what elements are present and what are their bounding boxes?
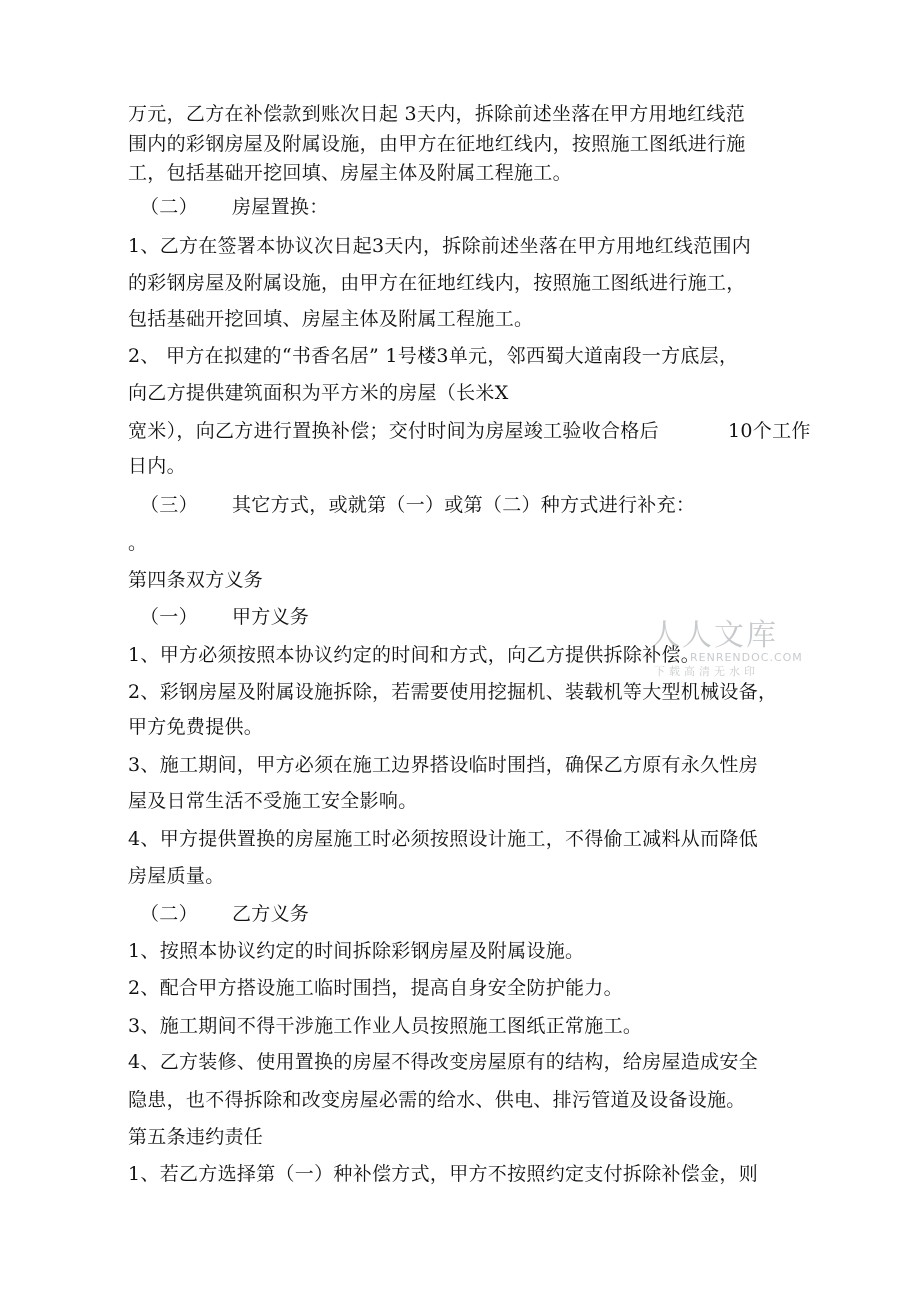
- paragraph-line: 1、按照本协议约定的时间拆除彩钢房屋及附属设施。: [128, 940, 585, 962]
- section-heading: 其它方式，或就第（一）或第（二）种方式进行补充：: [232, 494, 696, 516]
- paragraph-line-tail: 10个工作: [728, 420, 811, 442]
- watermark-subtitle: 下载高清无水印: [654, 665, 759, 678]
- section-heading: 甲方义务: [232, 606, 310, 628]
- paragraph-line: 2、配合甲方搭设施工临时围挡，提高自身安全防护能力。: [128, 977, 623, 999]
- watermark-logo: [648, 618, 803, 688]
- paragraph-line: 3、施工期间不得干涉施工作业人员按照施工图纸正常施工。: [128, 1015, 643, 1037]
- paragraph-line: 包括基础开挖回填、房屋主体及附属工程施工。: [128, 308, 534, 330]
- paragraph-line: 2、 甲方在拟建的“书香名居” 1号楼3单元，邻西蜀大道南段一方底层，: [128, 345, 739, 367]
- section-heading: 房屋置换：: [232, 196, 329, 218]
- section-number: （二）: [140, 196, 198, 218]
- paragraph-line: 1、甲方必须按照本协议约定的时间和方式，向乙方提供拆除补偿。: [128, 644, 701, 666]
- section-number: （三）: [140, 494, 198, 516]
- paragraph-line: 。: [128, 532, 148, 554]
- paragraph-line: 的彩钢房屋及附属设施，由甲方在征地红线内，按照施工图纸进行施工，: [128, 272, 746, 294]
- section-heading: 乙方义务: [232, 903, 310, 925]
- paragraph-line: 房屋质量。: [128, 865, 225, 887]
- paragraph-line: 3、施工期间，甲方必须在施工边界搭设临时围挡，确保乙方原有永久性房: [128, 754, 758, 776]
- watermark-url: RENRENDOC.COM: [690, 651, 803, 664]
- paragraph-line: 工，包括基础开挖回填、房屋主体及附属工程施工。: [128, 162, 572, 184]
- paragraph-line: 万元，乙方在补偿款到账次日起 3天内，拆除前述坐落在甲方用地红线范: [128, 103, 746, 125]
- section-number: （一）: [140, 606, 198, 628]
- paragraph-line: 宽米），向乙方进行置换补偿；交付时间为房屋竣工验收合格后: [128, 420, 659, 442]
- paragraph-line: 1、乙方在签署本协议次日起3天内，拆除前述坐落在甲方用地红线范围内: [128, 235, 752, 257]
- article-heading: 第五条违约责任: [128, 1126, 264, 1148]
- paragraph-line: 甲方免费提供。: [128, 716, 264, 738]
- paragraph-line: 2、彩钢房屋及附属设施拆除，若需要使用挖掘机、装载机等大型机械设备，: [128, 681, 778, 703]
- paragraph-line: 隐患，也不得拆除和改变房屋必需的给水、供电、排污管道及设备设施。: [128, 1089, 746, 1111]
- paragraph-line: 4、乙方装修、使用置换的房屋不得改变房屋原有的结构，给房屋造成安全: [128, 1051, 758, 1073]
- paragraph-line: 屋及日常生活不受施工安全影响。: [128, 790, 418, 812]
- paragraph-line: 1、若乙方选择第（一）种补偿方式，甲方不按照约定支付拆除补偿金，则: [128, 1163, 758, 1185]
- paragraph-line: 向乙方提供建筑面积为平方米的房屋（长米X: [128, 382, 509, 404]
- paragraph-line: 4、甲方提供置换的房屋施工时必须按照设计施工，不得偷工减料从而降低: [128, 828, 758, 850]
- watermark-title: 人人文库: [650, 618, 778, 653]
- article-heading: 第四条双方义务: [128, 569, 264, 591]
- section-number: （二）: [140, 903, 198, 925]
- paragraph-line: 围内的彩钢房屋及附属设施，由甲方在征地红线内，按照施工图纸进行施: [128, 133, 746, 155]
- paragraph-line: 日内。: [128, 455, 186, 477]
